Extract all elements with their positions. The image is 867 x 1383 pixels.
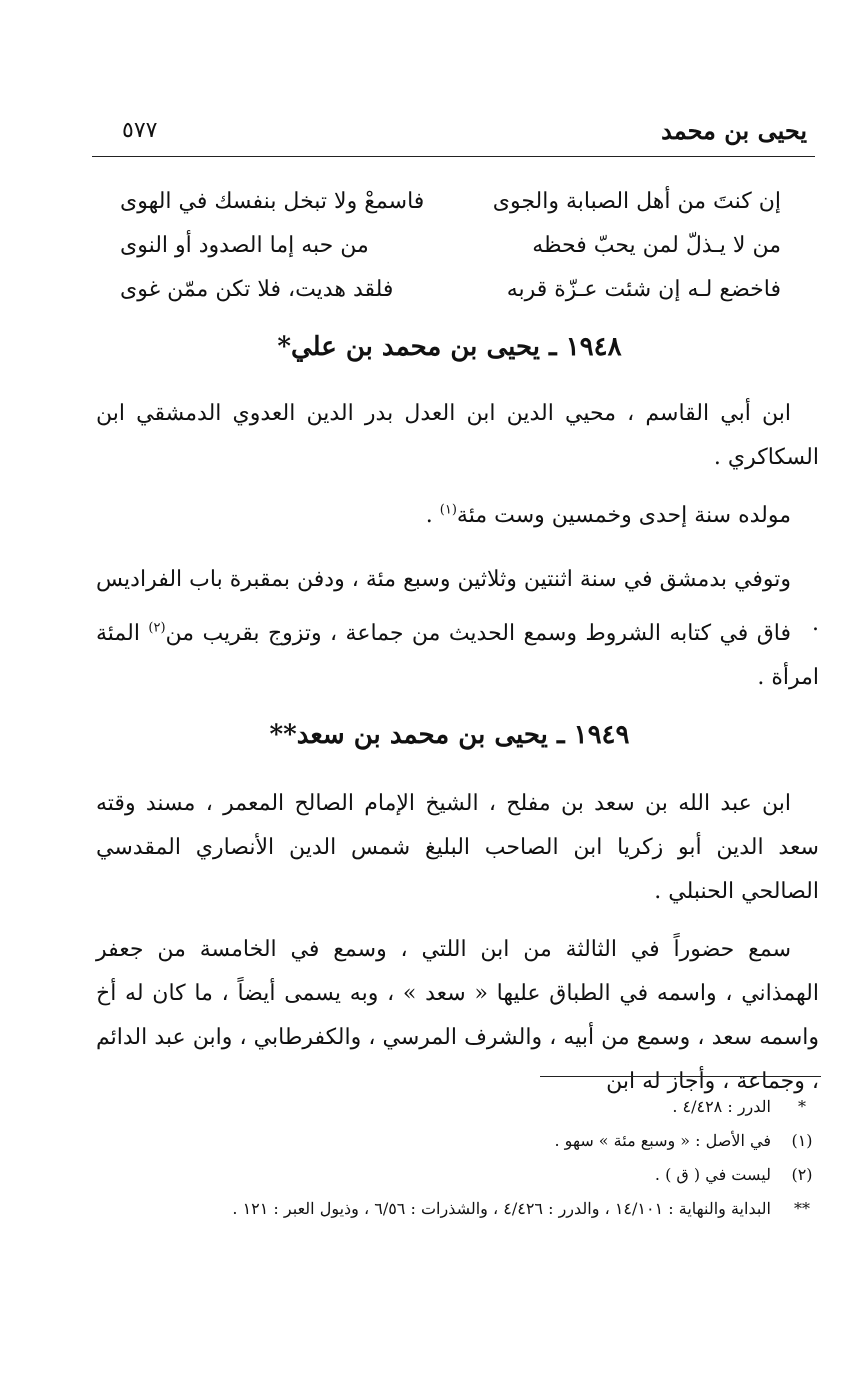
poem xyxy=(120,180,781,312)
footnote xyxy=(150,1192,821,1226)
entry-1948-death: وتوفي بدمشق في سنة اثنتين وثلاثين وسبع مئة ، ودفن بمقبرة باب الفراديس . xyxy=(96,567,819,636)
footnote-mark: * xyxy=(798,1097,806,1116)
bio-end: المئة امرأة . xyxy=(96,621,819,690)
footnote-mark: (١) xyxy=(791,1131,813,1150)
verse-second-hemistich: من حبه إما الصدود أو النوى xyxy=(120,233,369,258)
page-header xyxy=(92,108,815,157)
poem-verse xyxy=(120,268,781,312)
entry-1948-bio xyxy=(96,612,819,700)
footnote-ref-2[interactable]: (٢) xyxy=(148,620,166,636)
footnote-text: البداية والنهاية : ١٤/١٠١ ، والدرر : ٤/٤٢٦ ، والشذرات : ٦/٥٦ ، وذيول العبر : ١٢١ . xyxy=(232,1199,771,1218)
verse-first-hemistich: من لا يـذلّ لمن يحبّ فحظه xyxy=(532,233,781,258)
entry-1948-birth xyxy=(96,494,819,538)
footnote-mark: ** xyxy=(794,1199,810,1218)
birth-text: مولده سنة إحدى وخمسين وست مئة xyxy=(456,503,791,528)
verse-first-hemistich: إن كنتَ من أهل الصبابة والجوى xyxy=(492,189,781,214)
birth-end: . xyxy=(425,503,440,528)
running-title: يحيى بن محمد xyxy=(661,116,807,145)
footnote-mark: (٢) xyxy=(791,1165,813,1184)
footnote-ref-1[interactable]: (١) xyxy=(439,502,457,518)
footnote xyxy=(150,1124,821,1158)
footnotes xyxy=(150,1090,821,1226)
poem-verse xyxy=(120,180,781,224)
verse-first-hemistich: فاخضع لـه إن شئت عـزّة قربه xyxy=(506,277,781,302)
entry-heading-1949: ١٩٤٩ ـ يحيى بن محمد بن سعد** xyxy=(269,720,630,750)
footnote-text: ليست في ( ق ) . xyxy=(654,1165,771,1184)
page-number: ٥٧٧ xyxy=(122,118,158,143)
footnote-text: في الأصل : « وسبع مئة » سهو . xyxy=(554,1131,771,1150)
entry-1948-lineage: ابن أبي القاسم ، محيي الدين ابن العدل بدر الدين العدوي الدمشقي ابن السكاكري . xyxy=(96,401,819,470)
poem-verse xyxy=(120,224,781,268)
footnote xyxy=(150,1090,821,1124)
footnote-text: الدرر : ٤/٤٢٨ . xyxy=(672,1097,771,1116)
entry-1949-lineage: ابن عبد الله بن سعد بن مفلح ، الشيخ الإمام الصالح المعمر ، مسند وقته سعد الدين أبو زكريا ابن الصاحب البليغ شمس الدين الأنصاري المقدسي الصالحي الحنبلي . xyxy=(96,791,819,904)
bio-text: فاق في كتابه الشروط وسمع الحديث من جماعة ، وتزوج بقريب من xyxy=(165,621,792,646)
verse-second-hemistich: فلقد هديت، فلا تكن ممّن غوى xyxy=(120,277,394,302)
entry-1949-hearing: سمع حضوراً في الثالثة من ابن اللتي ، وسمع في الخامسة من جعفر الهمذاني ، واسمه في الطباق عليها « سعد » ، وبه يسمى أيضاً ، ما كان له أخ واسمه سعد ، وسمع من أبيه ، والشرف المرسي ، والكفرطابي ، وابن عبد الدائم ، وجماعة ، وأجاز له ابن xyxy=(96,937,819,1094)
footnote xyxy=(150,1158,821,1192)
verse-second-hemistich: فاسمعْ ولا تبخل بنفسك في الهوى xyxy=(120,189,425,214)
footnote-separator xyxy=(540,1076,821,1077)
entry-heading-1948: ١٩٤٨ ـ يحيى بن محمد بن علي* xyxy=(277,332,622,362)
